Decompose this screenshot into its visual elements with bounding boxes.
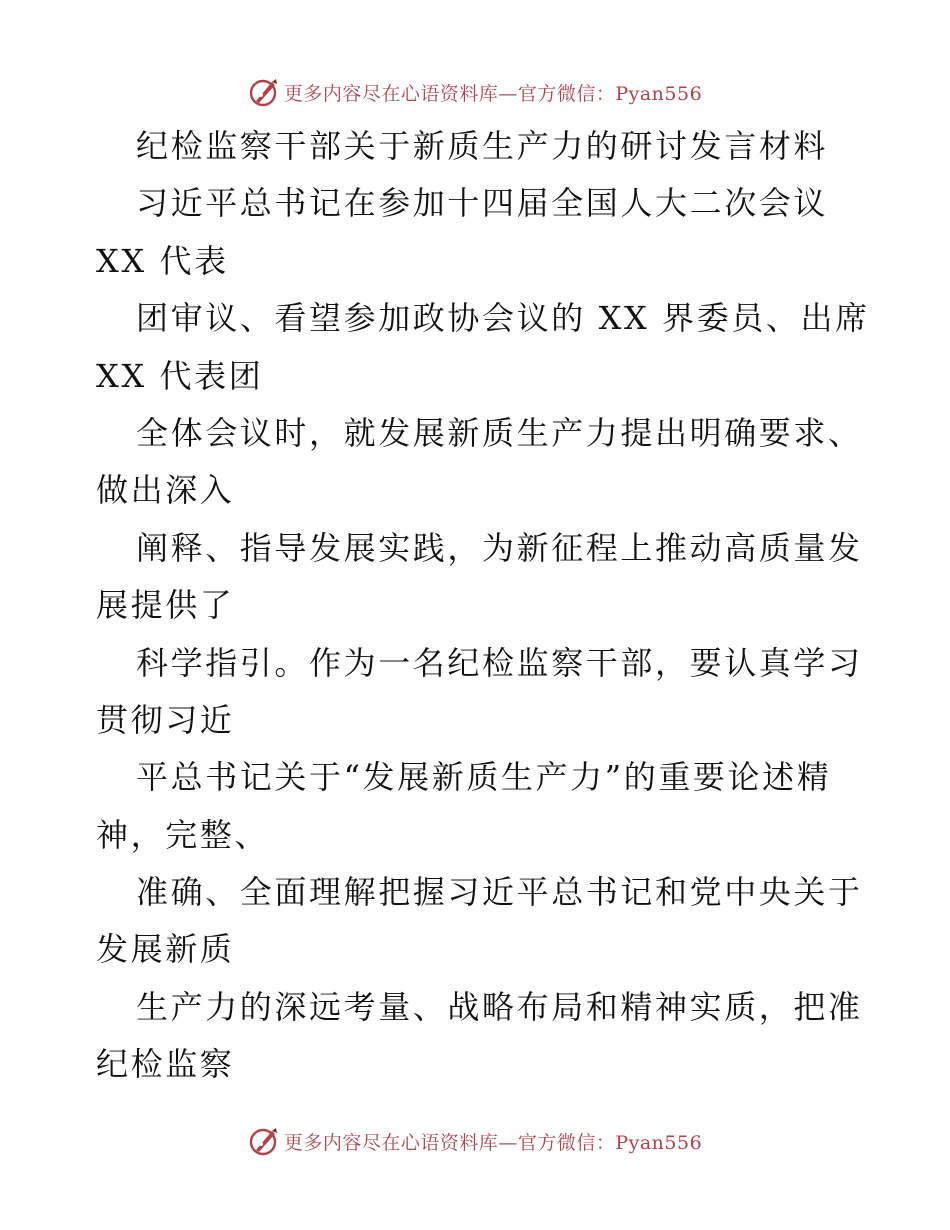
text-line: 展提供了 [96,586,235,625]
banner-main-text: 更多内容尽在心语资料库 [283,82,499,105]
text-line: 贯彻习近 [96,700,235,739]
banner-suffix-text: 官方微信：Pyan556 [517,82,703,105]
banner-text [284,79,702,106]
text-line: 发展新质 [96,930,235,969]
text-line: 科学指引。作为一名纪检监察干部，要认真学习 [136,643,863,682]
banner-suffix-text: 官方微信：Pyan556 [517,1131,703,1154]
text-line: 平总书记关于“发展新质生产力”的重要论述精 [136,758,832,797]
text-line: XX 代表 [96,241,229,280]
text-line: 生产力的深远考量、战略布局和精神实质，把准 [136,987,863,1026]
text-line: 阐释、指导发展实践，为新征程上推动高质量发 [136,528,863,567]
text-line: 准确、全面理解把握习近平总书记和党中央关于 [136,873,863,912]
text-line: 做出深入 [96,471,235,510]
banner-dash: — [498,82,518,105]
banner-dash: — [498,1131,518,1154]
quill-pen-logo-icon [248,76,280,108]
text-line: 全体会议时，就发展新质生产力提出明确要求、 [136,413,863,452]
header-banner [0,72,950,112]
banner-text [284,1128,702,1155]
document-body [96,118,870,1094]
banner-main-text: 更多内容尽在心语资料库 [283,1131,499,1154]
quill-pen-logo-icon [248,1125,280,1157]
text-line: 习近平总书记在参加十四届全国人大二次会议 [136,184,829,223]
text-line: XX 代表团 [96,356,264,395]
text-line: 神，完整、 [96,815,270,854]
text-line: 团审议、看望参加政协会议的 XX 界委员、出席 [136,299,870,338]
footer-banner [0,1121,950,1161]
text-line: 纪检监察干部关于新质生产力的研讨发言材料 [136,127,829,165]
text-line: 纪检监察 [96,1045,235,1084]
